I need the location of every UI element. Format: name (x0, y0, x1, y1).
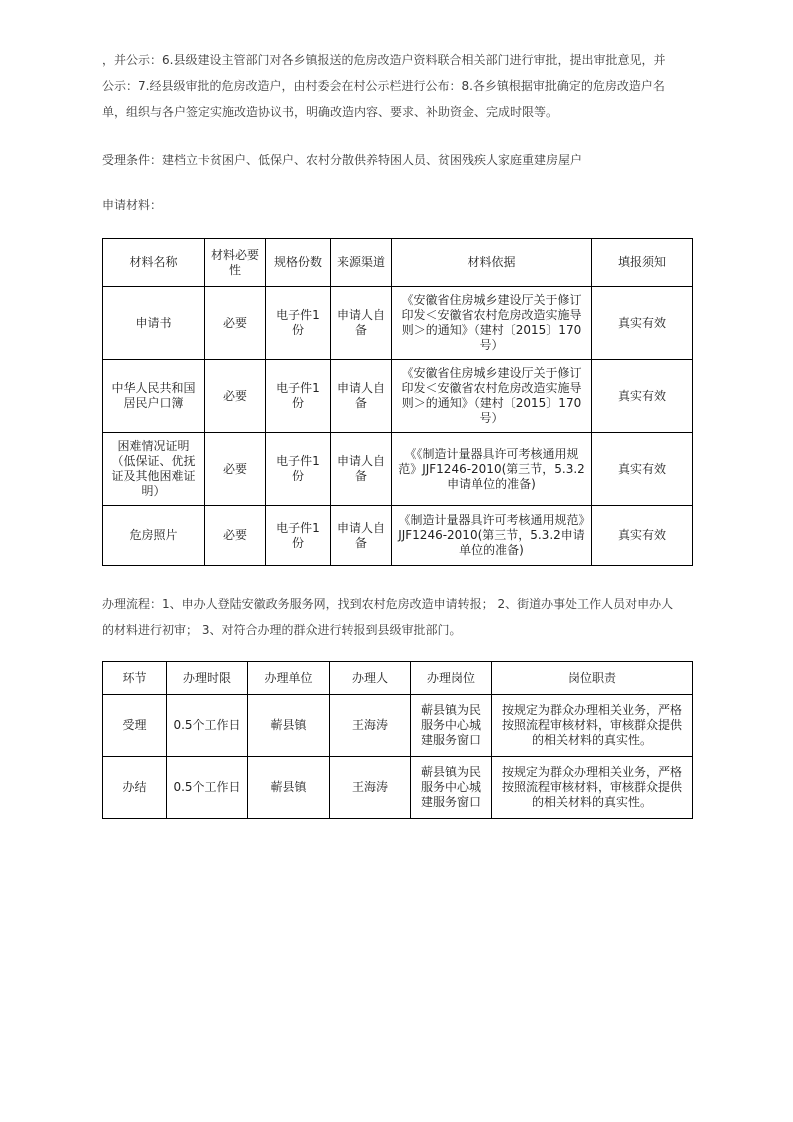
table-header-row (103, 239, 693, 287)
acceptance-conditions: 受理条件：建档立卡贫困户、低保户、农村分散供养特困人员、贫困残疾人家庭重建房屋户 (102, 153, 583, 167)
material-source: 申请人自备 (331, 360, 392, 433)
header-cell: 环节 (103, 662, 167, 695)
process-duty: 按规定为群众办理相关业务，严格按照流程审核材料，审核群众提供的相关材料的真实性。 (492, 757, 693, 819)
material-name: 中华人民共和国居民户口簿 (103, 360, 205, 433)
material-notes: 真实有效 (592, 287, 693, 360)
intro-line-3: 单，组织与各户签定实施改造协议书，明确改造内容、要求、补助资金、完成时限等。 (102, 105, 559, 119)
material-basis: 《《制造计量器具许可考核通用规范》JJF1246-2010(第三节，5.3.2申请单位的准备) (392, 433, 592, 506)
table-row (103, 506, 693, 566)
table-row (103, 695, 693, 757)
process-stage: 受理 (103, 695, 167, 757)
material-name: 困难情况证明（低保证、优抚证及其他困难证明） (103, 433, 205, 506)
material-source: 申请人自备 (331, 433, 392, 506)
process-handler: 王海涛 (330, 695, 411, 757)
table-row (103, 757, 693, 819)
material-basis: 《制造计量器具许可考核通用规范》JJF1246-2010(第三节，5.3.2申请单位的准备) (392, 506, 592, 566)
process-line-1: 办理流程：1、申办人登陆安徽政务服务网，找到农村危房改造申请转报； 2、街道办事处工作人员对申办人 (102, 597, 674, 611)
table-row (103, 360, 693, 433)
header-cell: 来源渠道 (331, 239, 392, 287)
material-name: 危房照片 (103, 506, 205, 566)
process-handler: 王海涛 (330, 757, 411, 819)
process-unit: 蕲县镇 (248, 757, 330, 819)
process-time-limit: 0.5个工作日 (167, 695, 248, 757)
materials-table (102, 238, 693, 566)
process-unit: 蕲县镇 (248, 695, 330, 757)
header-cell: 规格份数 (266, 239, 331, 287)
process-stage: 办结 (103, 757, 167, 819)
material-notes: 真实有效 (592, 433, 693, 506)
header-cell: 办理人 (330, 662, 411, 695)
intro-line-1: ，并公示：6.县级建设主管部门对各乡镇报送的危房改造户资料联合相关部门进行审批，提出审批意见，并 (102, 53, 666, 67)
material-name: 申请书 (103, 287, 205, 360)
material-source: 申请人自备 (331, 287, 392, 360)
materials-heading: 申请材料： (102, 198, 163, 212)
material-basis: 《安徽省住房城乡建设厅关于修订印发＜安徽省农村危房改造实施导则＞的通知》（建村〔2015〕170号） (392, 287, 592, 360)
intro-line-2: 公示：7.经县级审批的危房改造户，由村委会在村公示栏进行公布：8.各乡镇根据审批确定的危房改造户名 (102, 79, 665, 93)
process-post: 蕲县镇为民服务中心城建服务窗口 (411, 757, 492, 819)
material-basis: 《安徽省住房城乡建设厅关于修订印发＜安徽省农村危房改造实施导则＞的通知》（建村〔2015〕170号） (392, 360, 592, 433)
table-header-row (103, 662, 693, 695)
header-cell: 办理岗位 (411, 662, 492, 695)
header-cell: 办理单位 (248, 662, 330, 695)
material-notes: 真实有效 (592, 506, 693, 566)
process-time-limit: 0.5个工作日 (167, 757, 248, 819)
table-row (103, 287, 693, 360)
header-cell: 填报须知 (592, 239, 693, 287)
header-cell: 办理时限 (167, 662, 248, 695)
material-necessity: 必要 (205, 287, 266, 360)
process-duty: 按规定为群众办理相关业务，严格按照流程审核材料，审核群众提供的相关材料的真实性。 (492, 695, 693, 757)
material-source: 申请人自备 (331, 506, 392, 566)
material-copies: 电子件1份 (266, 360, 331, 433)
material-notes: 真实有效 (592, 360, 693, 433)
table-row (103, 433, 693, 506)
material-copies: 电子件1份 (266, 433, 331, 506)
material-copies: 电子件1份 (266, 287, 331, 360)
process-post: 蕲县镇为民服务中心城建服务窗口 (411, 695, 492, 757)
header-cell: 材料名称 (103, 239, 205, 287)
material-necessity: 必要 (205, 506, 266, 566)
process-line-2: 的材料进行初审； 3、对符合办理的群众进行转报到县级审批部门。 (102, 623, 462, 637)
header-cell: 材料必要性 (205, 239, 266, 287)
header-cell: 岗位职责 (492, 662, 693, 695)
header-cell: 材料依据 (392, 239, 592, 287)
material-necessity: 必要 (205, 360, 266, 433)
process-table (102, 661, 693, 819)
material-necessity: 必要 (205, 433, 266, 506)
material-copies: 电子件1份 (266, 506, 331, 566)
